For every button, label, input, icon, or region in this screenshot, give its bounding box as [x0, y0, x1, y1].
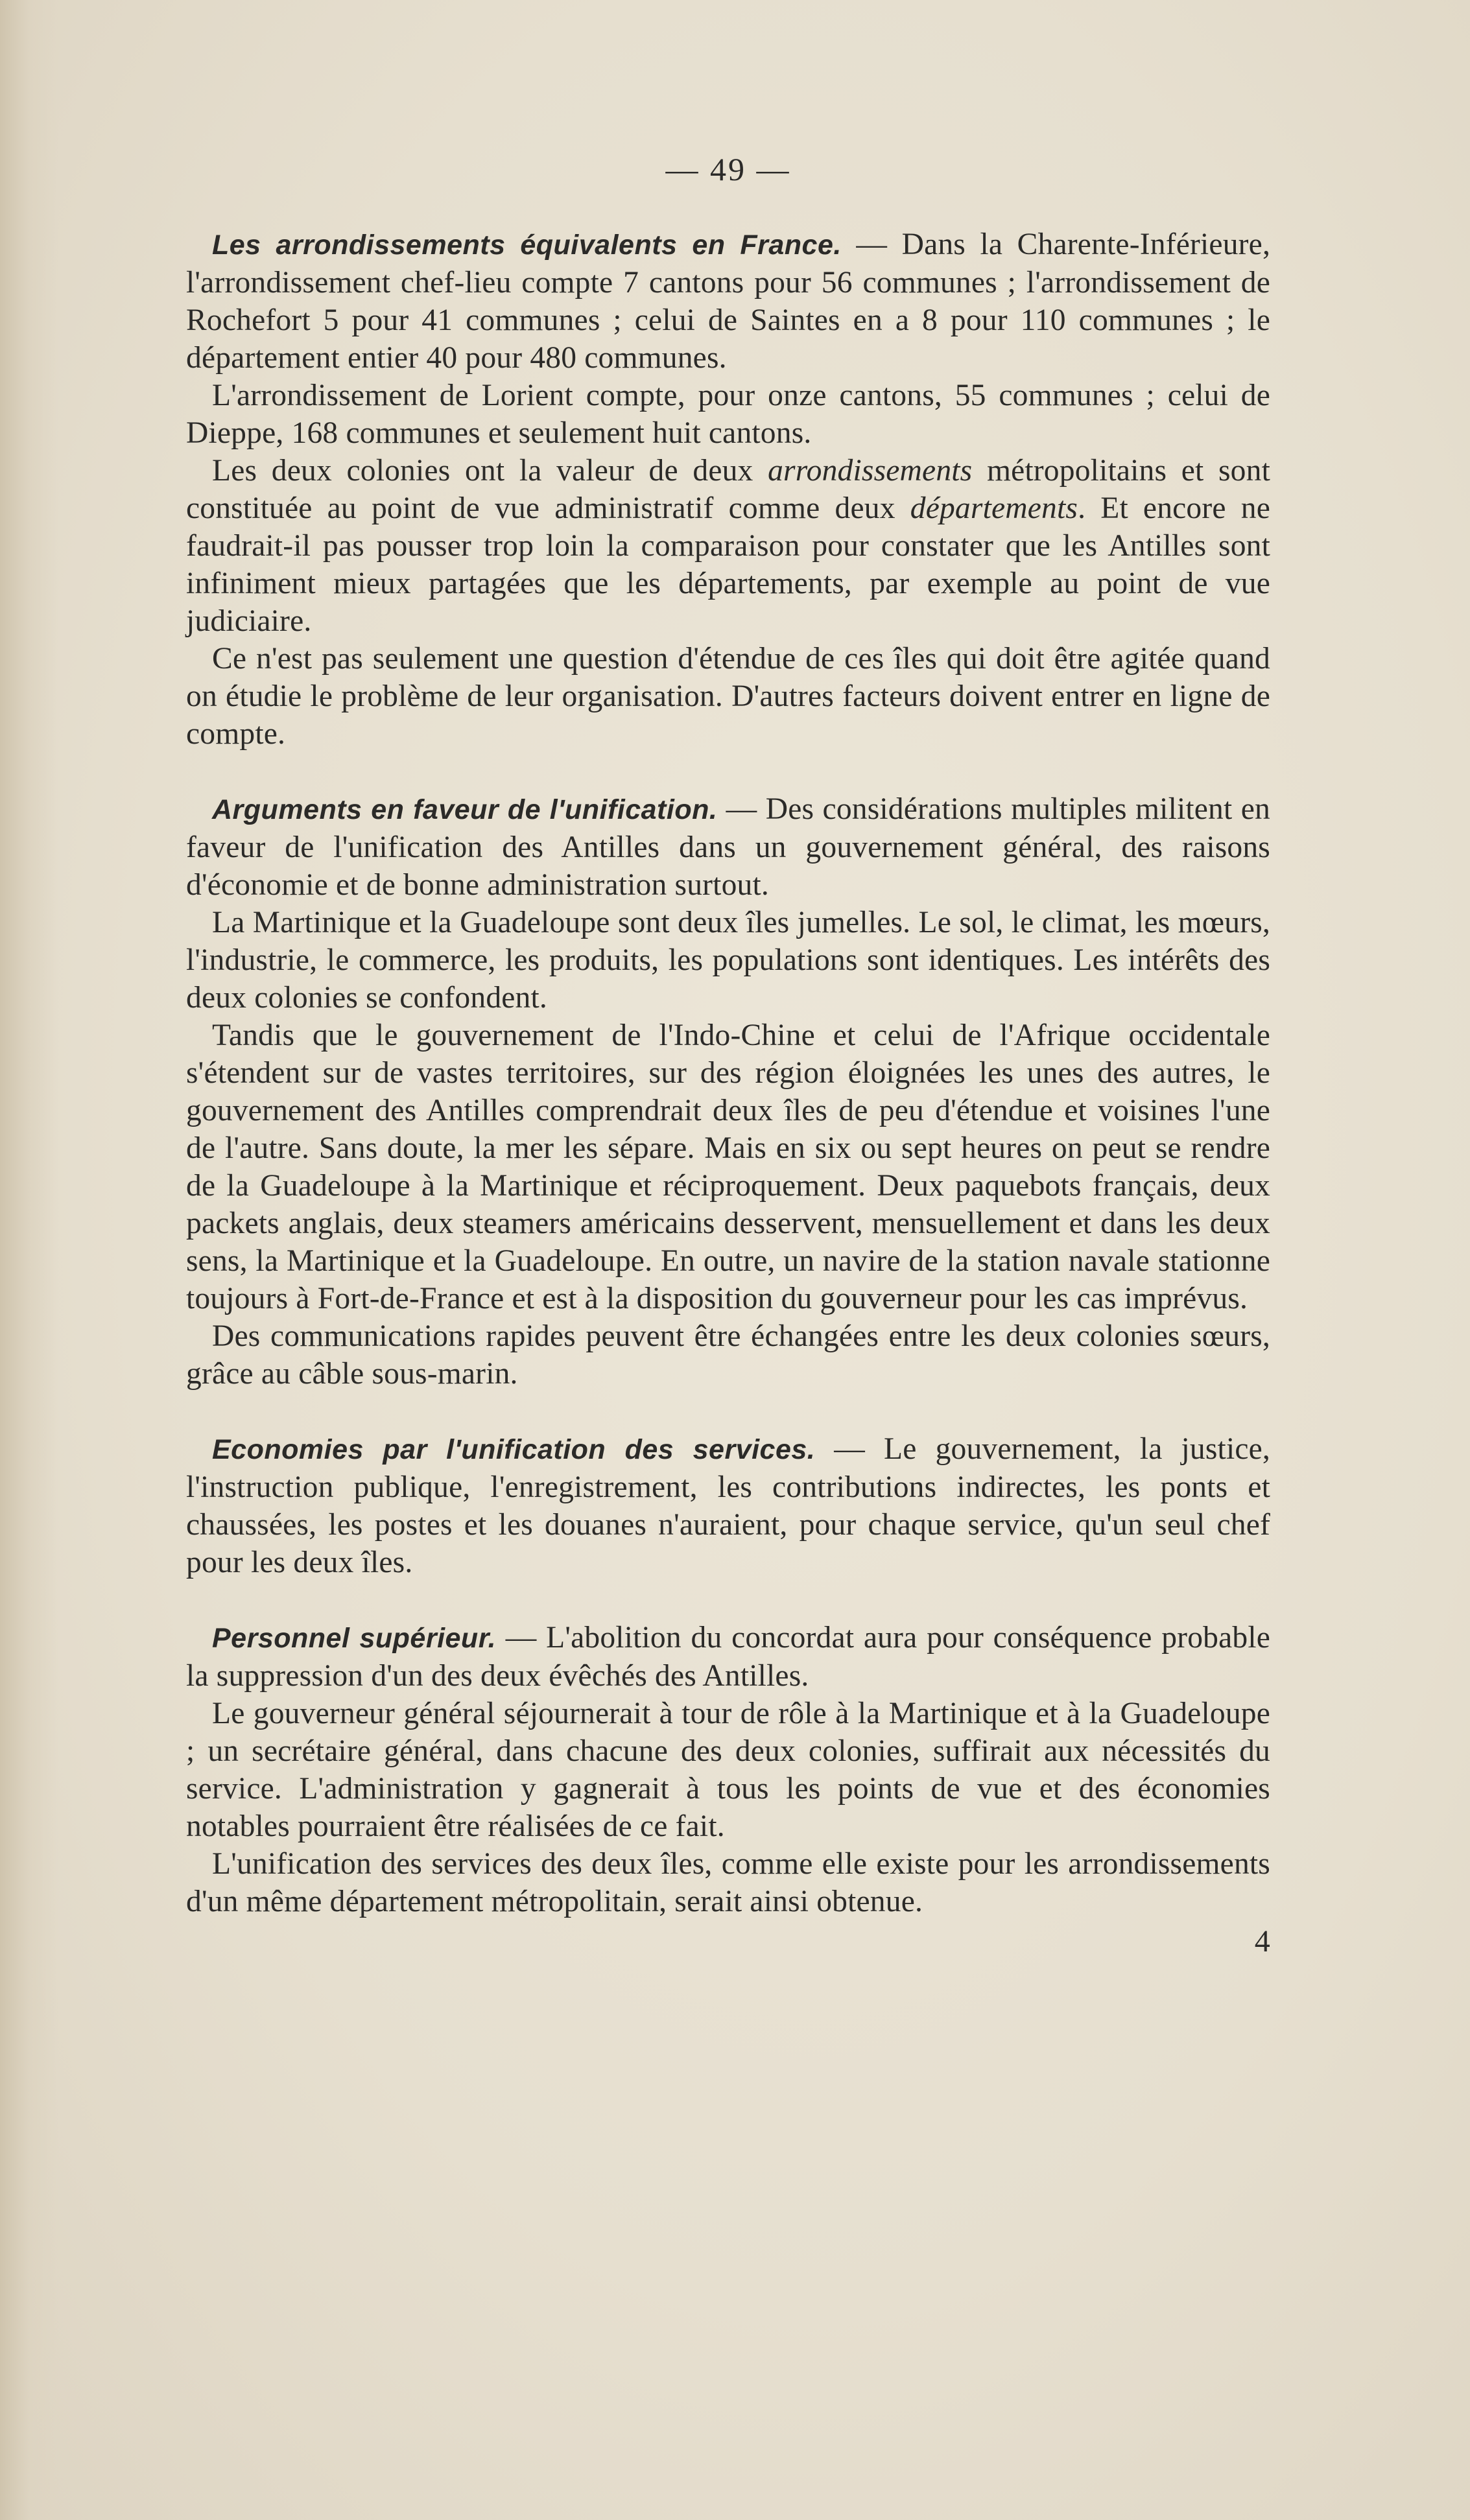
paragraph-text: . Et encore ne faudrait-il pas pousser trop loin la comparaison pour constater que les Antilles sont infiniment mieux partagées que les départements, par exemple au point de vue judiciaire. [186, 491, 1270, 638]
section-4-paragraph-2: Le gouverneur général séjournerait à tour de rôle à la Martinique et à la Guadeloupe ; un secrétaire général, dans chacune des deux colonies, suffirait aux nécessités du service. L'administration y gagnerait à tous les points de vue et des économies notables pourraient être réalisées de ce fait. [186, 1697, 1270, 1843]
section-2 [186, 790, 1270, 1393]
italic-term: arrondissements [768, 454, 973, 488]
section-4-paragraph-3: L'unification des services des deux îles, comme elle existe pour les arrondissements d'un même département métropolitain, serait ainsi obtenue. [186, 1847, 1270, 1918]
signature-mark: 4 [1254, 1924, 1270, 1959]
italic-term: départements [910, 491, 1078, 525]
paragraph-text: Des considérations multiples militent en faveur de l'unification des Antilles dans un gouvernement général, des raisons d'économie et de bonne administration surtout. [186, 792, 1270, 902]
section-1-paragraph-1 [186, 226, 1270, 377]
section-1-paragraph-3 [186, 452, 1270, 640]
section-1-paragraph-2: L'arrondissement de Lorient compte, pour onze cantons, 55 communes ; celui de Dieppe, 168 communes et seulement huit cantons. [186, 379, 1270, 450]
page-number: — 49 — [665, 151, 791, 187]
text-block [186, 150, 1270, 1961]
section-heading: Les arrondissements équivalents en France. [212, 230, 842, 261]
section-heading: Arguments en faveur de l'unification. [212, 794, 718, 825]
section-heading: Personnel supérieur. [212, 1623, 497, 1654]
paragraph-text: L'abolition du concordat aura pour conséquence probable la suppression d'un des deux évêchés des Antilles. [186, 1621, 1271, 1693]
section-4-paragraph-1 [186, 1619, 1270, 1695]
section-2-paragraph-1 [186, 790, 1270, 904]
section-4 [186, 1619, 1270, 1920]
section-heading: Economies par l'unification des services. [212, 1434, 816, 1465]
paragraph-text: Les deux colonies ont la valeur de deux [212, 454, 768, 488]
paragraph-text: Dans la Charente-Inférieure, l'arrondissement chef-lieu compte 7 cantons pour 56 communes ; l'arrondissement de Rochefort 5 pour 41 communes ; celui de Saintes en a 8 pour 110 communes ; le département entier 40 pour 480 communes. [186, 228, 1271, 375]
em-dash: — [726, 792, 757, 826]
section-1-paragraph-4: Ce n'est pas seulement une question d'étendue de ces îles qui doit être agitée quand on étudie le problème de leur organisation. D'autres facteurs doivent entrer en ligne de compte. [186, 642, 1270, 751]
footer [186, 1923, 1270, 1961]
section-3-paragraph-1 [186, 1430, 1270, 1581]
em-dash: — [505, 1621, 537, 1654]
section-2-paragraph-3: Tandis que le gouvernement de l'Indo-Chine et celui de l'Afrique occidentale s'étendent sur de vastes territoires, sur des région éloignées les unes des autres, le gouvernement des Antilles comprendrait deux îles de peu d'étendue et voisines l'une de l'autre. Sans doute, la mer les sépare. Mais en six ou sept heures on peut se rendre de la Guadeloupe à la Martinique et réciproquement. Deux paquebots français, deux packets anglais, deux steamers américains desservent, mensuellement et dans les deux sens, la Martinique et la Guadeloupe. En outre, un navire de la station navale stationne toujours à Fort-de-France et est à la disposition du gouverneur pour les cas imprévus. [186, 1019, 1270, 1315]
binding-shadow [0, 0, 58, 2520]
paragraph-text: Le gouvernement, la justice, l'instruction publique, l'enregistrement, les contributions indirectes, les ponts et chaussées, les postes et les douanes n'auraient, pour chaque service, qu'un seul chef pour les deux îles. [186, 1432, 1270, 1579]
em-dash: — [834, 1432, 865, 1466]
section-2-paragraph-4: Des communications rapides peuvent être échangées entre les deux colonies sœurs, grâce au câble sous-marin. [186, 1319, 1270, 1391]
paragraph-text: métropolitains et sont constituée au point de vue administratif comme deux [186, 454, 1270, 525]
em-dash: — [856, 228, 888, 261]
section-3 [186, 1430, 1270, 1581]
section-2-paragraph-2: La Martinique et la Guadeloupe sont deux îles jumelles. Le sol, le climat, les mœurs, l'industrie, le commerce, les produits, les populations sont identiques. Les intérêts des deux colonies se confondent. [186, 906, 1270, 1015]
